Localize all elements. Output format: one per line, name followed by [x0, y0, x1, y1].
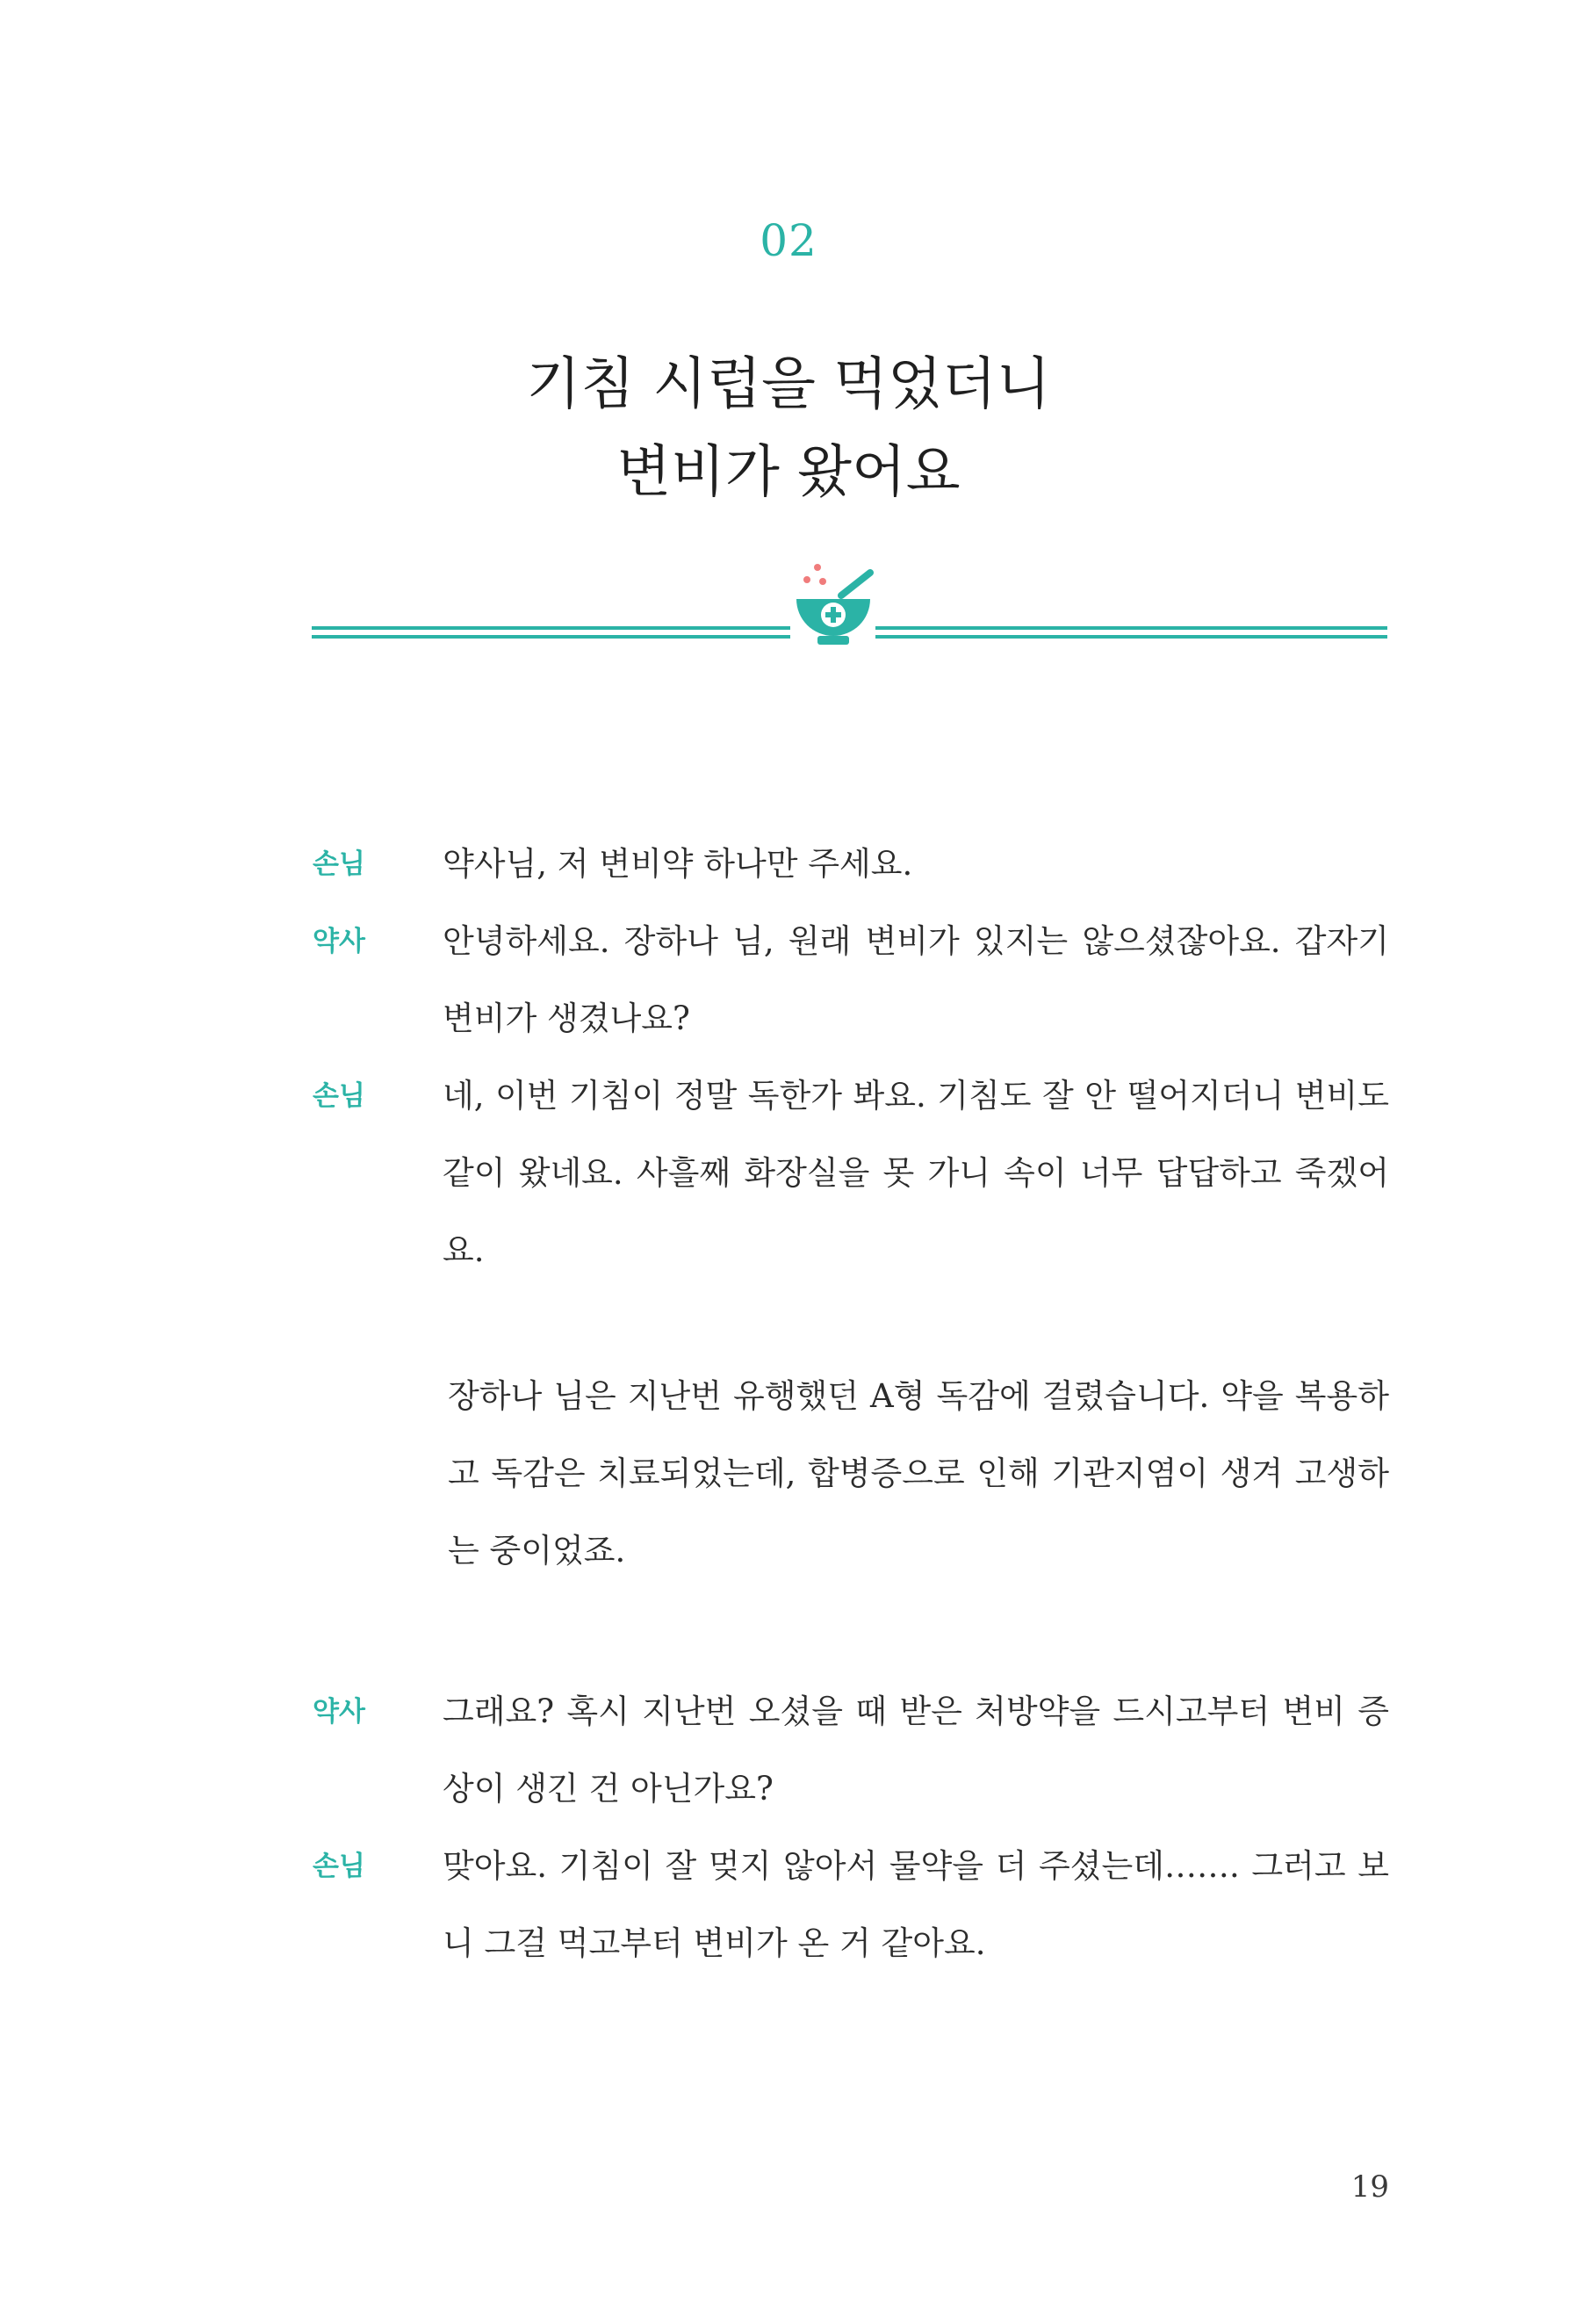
dialogue-entry — [313, 903, 1389, 1057]
speech-text: 약사님, 저 변비약 하나만 주세요. — [443, 845, 913, 883]
dialogue-entry — [313, 1673, 1389, 1828]
divider-rule-left — [312, 626, 790, 639]
speaker-label: 손님 — [313, 1851, 365, 1882]
dialogue-entry — [313, 1057, 1389, 1289]
chapter-divider — [312, 562, 1387, 668]
chapter-title — [0, 341, 1577, 516]
narration-paragraph: 장하나 님은 지난번 유행했던 A형 독감에 걸렸습니다. 약을 복용하고 독감은 치료되었는데, 합병증으로 인해 기관지염이 생겨 고생하는 중이었죠. — [448, 1377, 1389, 1570]
mortar-and-pestle-icon — [793, 562, 874, 659]
speech-text: 맞아요. 기침이 잘 멎지 않아서 물약을 더 주셨는데……. 그러고 보니 그걸 먹고부터 변비가 온 거 같아요. — [443, 1847, 1389, 1962]
speech-text: 네, 이번 기침이 정말 독한가 봐요. 기침도 잘 안 떨어지더니 변비도 같이 왔네요. 사흘째 화장실을 못 가니 속이 너무 답답하고 죽겠어요. — [443, 1077, 1389, 1269]
dialogue-block-1 — [313, 826, 1389, 1289]
divider-rule-right — [875, 626, 1387, 639]
speaker-label: 손님 — [313, 1080, 365, 1112]
speaker-label: 약사 — [313, 926, 365, 957]
speaker-label: 손님 — [313, 848, 365, 880]
speaker-label: 약사 — [313, 1696, 365, 1728]
chapter-title-line-2: 변비가 왔어요 — [616, 440, 961, 505]
dialogue-entry — [313, 826, 1389, 903]
chapter-title-line-1: 기침 시럽을 먹었더니 — [526, 352, 1051, 417]
speech-text: 안녕하세요. 장하나 님, 원래 변비가 있지는 않으셨잖아요. 갑자기 변비가 생겼나요? — [443, 922, 1389, 1037]
page-number: 19 — [1350, 2169, 1389, 2205]
dialogue-block-2 — [313, 1673, 1389, 1982]
chapter-number: 02 — [760, 215, 817, 266]
dialogue-entry — [313, 1828, 1389, 1982]
speech-text: 그래요? 혹시 지난번 오셨을 때 받은 처방약을 드시고부터 변비 증상이 생긴 건 아닌가요? — [443, 1692, 1389, 1808]
